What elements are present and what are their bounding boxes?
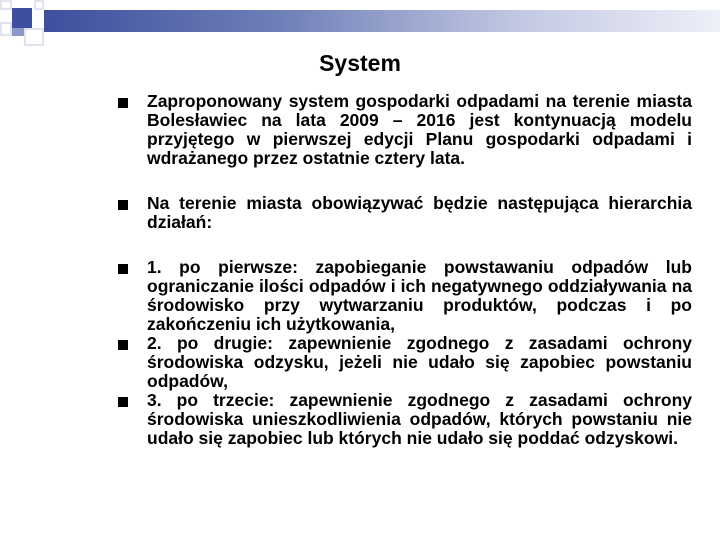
header-gradient-band xyxy=(44,10,720,32)
decor-square xyxy=(12,8,32,28)
bullet-list xyxy=(118,92,692,448)
bullet-text: 2. po drugie: zapewnienie zgodnego z zasadami ochrony środowiska odzysku, jeżeli nie udało się zapobiec powstaniu odpadów, xyxy=(147,333,692,391)
bullet-text: Na terenie miasta obowiązywać będzie następująca hierarchia działań: xyxy=(147,193,692,232)
decor-square xyxy=(0,0,12,10)
decor-square xyxy=(12,28,24,36)
bullet-item xyxy=(118,334,692,391)
square-bullet-icon xyxy=(118,397,128,407)
bullet-text: 3. po trzecie: zapewnienie zgodnego z zasadami ochrony środowiska unieszkodliwienia odpadów, których powstaniu nie udało się zapobiec lub których nie udało się poddać odzyskowi. xyxy=(147,390,692,448)
bullet-item xyxy=(118,92,692,168)
slide-title xyxy=(0,50,720,77)
square-bullet-icon xyxy=(118,98,128,108)
decor-square xyxy=(34,0,44,10)
bullet-text: 1. po pierwsze: zapobieganie powstawaniu odpadów lub ograniczanie ilości odpadów i ich negatywnego oddziaływania na środowisko przy wytwarzaniu produktów, podczas i po zakończeniu ich użytkowania, xyxy=(147,257,692,334)
bullet-text: Zaproponowany system gospodarki odpadami na terenie miasta Bolesławiec na lata 2009 – 2016 jest kontynuacją modelu przyjętego w pierwszej edycji Planu gospodarki odpadami i wdrażanego przez ostatnie cztery lata. xyxy=(147,91,692,168)
square-bullet-icon xyxy=(118,340,128,350)
decor-square xyxy=(24,28,44,46)
square-bullet-icon xyxy=(118,264,128,274)
decor-square xyxy=(0,22,12,36)
bullet-item xyxy=(118,194,692,232)
bullet-item xyxy=(118,391,692,448)
square-bullet-icon xyxy=(118,200,128,210)
bullet-item xyxy=(118,258,692,334)
slide-title-text: System xyxy=(319,50,401,76)
